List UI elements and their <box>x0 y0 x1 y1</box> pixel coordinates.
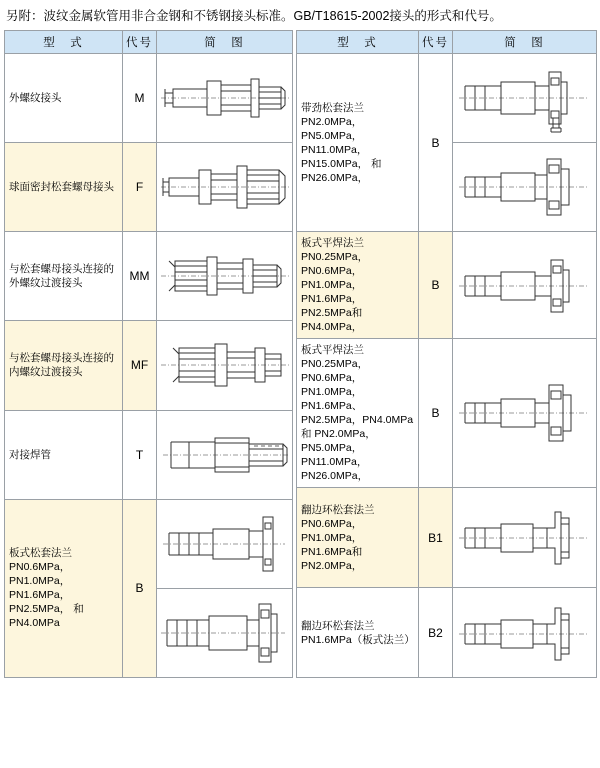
row-type-label: 与松套螺母接头连接的内螺纹过渡接头 <box>5 321 123 410</box>
row-figure <box>453 339 597 488</box>
row-code-label: B <box>123 499 157 677</box>
row-figure <box>157 410 293 499</box>
row-type-label: 球面密封松套螺母接头 <box>5 143 123 232</box>
row-code-label: MF <box>123 321 157 410</box>
row-type-label: 对接焊管 <box>5 410 123 499</box>
flared-ring-loose-flange-figure <box>453 490 596 586</box>
table-header-row <box>5 31 293 54</box>
fitting-types-table-left <box>4 30 293 678</box>
table-row <box>5 499 293 588</box>
row-figure <box>157 143 293 232</box>
row-figure <box>157 54 293 143</box>
plate-flat-weld-flange-figure-2 <box>453 365 596 461</box>
row-code-label: B1 <box>419 488 453 588</box>
row-type-label: 板式平焊法兰 PN0.25MPa，PN0.6MPa， PN1.0MPa，PN1.6MPa、 PN2.5MPa，PN4.0MPa和 PN2.0MPa，PN5.0MPa， PN11.0MPa，PN26.0MPa， <box>297 339 419 488</box>
row-type-label: 翻边环松套法兰 PN1.6MPa（板式法兰） <box>297 588 419 678</box>
row-figure <box>157 321 293 410</box>
row-type-label: 与松套螺母接头连接的外螺纹过渡接头 <box>5 232 123 321</box>
header-code: 代号 <box>419 31 453 54</box>
row-type-label: 板式松套法兰 PN0.6MPa，PN1.0MPa， PN1.6MPa，PN2.5MPa， 和PN4.0MPa <box>5 499 123 677</box>
ribbed-loose-flange-figure-b <box>453 145 596 229</box>
butt-weld-pipe-figure <box>157 416 292 494</box>
male-thread-transition-figure <box>157 237 292 315</box>
row-code-label: T <box>123 410 157 499</box>
ribbed-loose-flange-figure-a <box>453 56 596 140</box>
row-figure <box>157 588 293 677</box>
male-thread-fitting-figure <box>157 59 292 137</box>
row-code-label: B <box>419 54 453 232</box>
flared-ring-loose-flange-plate-figure <box>453 590 596 676</box>
table-row <box>297 588 597 678</box>
female-thread-transition-figure <box>157 326 292 404</box>
row-code-label: MM <box>123 232 157 321</box>
header-figure: 简 图 <box>453 31 597 54</box>
plate-loose-flange-figure-a <box>157 505 292 583</box>
header-type: 型 式 <box>297 31 419 54</box>
header-code: 代号 <box>123 31 157 54</box>
row-figure <box>157 499 293 588</box>
row-figure <box>157 232 293 321</box>
table-row <box>297 232 597 339</box>
table-header-right <box>297 31 597 54</box>
table-body-right <box>297 54 597 678</box>
fitting-types-table-right <box>296 30 597 678</box>
header-type: 型 式 <box>5 31 123 54</box>
table-row <box>5 232 293 321</box>
table-header-left <box>5 31 293 54</box>
table-row <box>297 488 597 588</box>
tables-container <box>0 30 600 678</box>
row-code-label: B2 <box>419 588 453 678</box>
plate-loose-flange-figure-b <box>157 594 292 672</box>
spherical-seal-union-nut-figure <box>157 148 292 226</box>
plate-flat-weld-flange-figure <box>453 242 596 328</box>
row-type-label: 外螺纹接头 <box>5 54 123 143</box>
row-type-label: 翻边环松套法兰 PN0.6MPa，PN1.0MPa， PN1.6MPa和PN2.0MPa， <box>297 488 419 588</box>
table-body-left <box>5 54 293 678</box>
row-code-label: F <box>123 143 157 232</box>
table-header-row <box>297 31 597 54</box>
row-figure <box>453 54 597 143</box>
table-row <box>5 143 293 232</box>
table-row <box>5 410 293 499</box>
row-figure <box>453 232 597 339</box>
row-figure <box>453 588 597 678</box>
row-type-label: 带劲松套法兰 PN2.0MPa，PN5.0MPa， PN11.0MPa，PN15.0MPa， 和PN26.0MPa， <box>297 54 419 232</box>
row-figure <box>453 143 597 232</box>
row-code-label: B <box>419 232 453 339</box>
table-row <box>5 321 293 410</box>
row-type-label: 板式平焊法兰 PN0.25MPa，PN0.6MPa， PN1.0MPa，PN1.6MPa， PN2.5MPa和PN4.0MPa， <box>297 232 419 339</box>
table-row <box>297 339 597 488</box>
row-code-label: M <box>123 54 157 143</box>
row-figure <box>453 488 597 588</box>
header-figure: 简 图 <box>157 31 293 54</box>
page-title: 另附：波纹金属软管用非合金钢和不锈钢接头标准。GB/T18615-2002接头的形式和代号。 <box>6 9 502 23</box>
row-code-label: B <box>419 339 453 488</box>
table-row <box>5 54 293 143</box>
table-row <box>297 54 597 143</box>
